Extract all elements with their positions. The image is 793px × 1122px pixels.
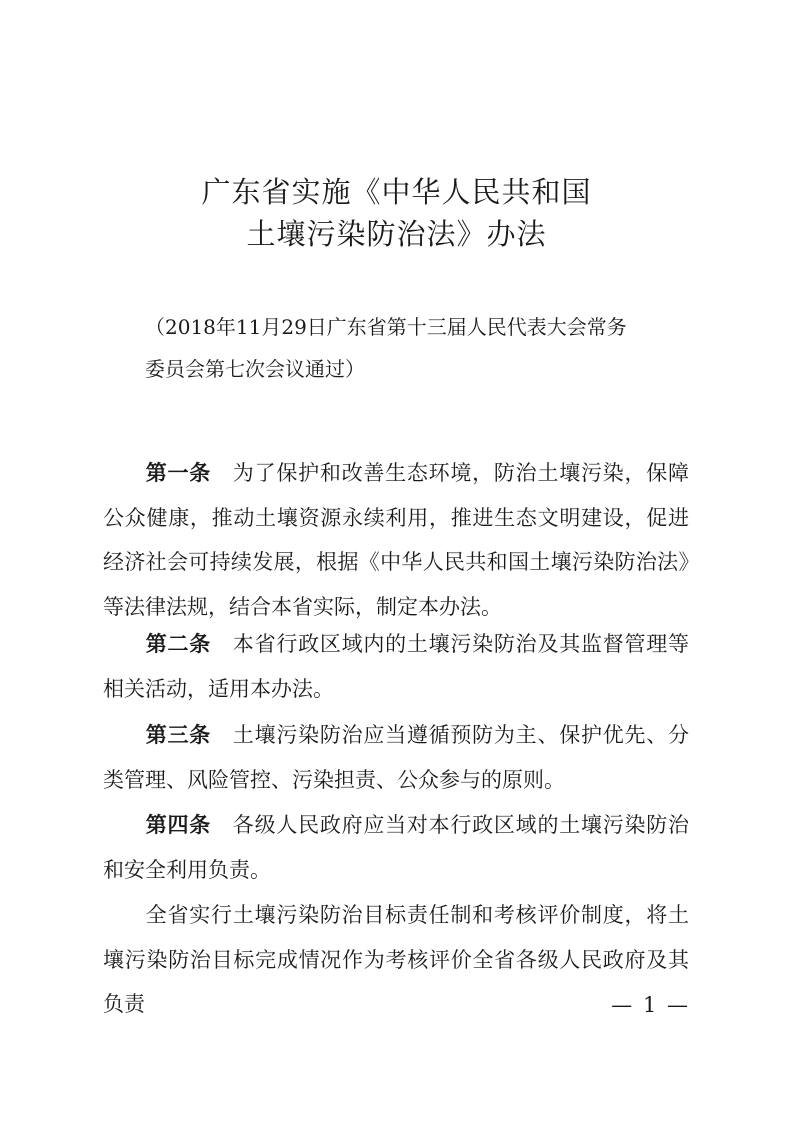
adoption-note-line-1: （2018年11月29日广东省第十三届人民代表大会常务 <box>145 315 627 339</box>
article-3-text: 土壤污染防治应当遵循预防为主、保护优先、分类管理、风险管控、污染担责、公众参与的原则。 <box>103 723 690 792</box>
article-4-text: 各级人民政府应当对本行政区域的土壤污染防治和安全利用负责。 <box>103 813 690 882</box>
page-number: — 1 — <box>611 993 690 1017</box>
article-4-label: 第四条 <box>145 813 212 837</box>
document-title-line-2: 土壤污染防治法》办法 <box>246 217 547 251</box>
document-title-line-1: 广东省实施《中华人民共和国 <box>201 175 592 209</box>
article-2 <box>103 622 689 711</box>
article-3-label: 第三条 <box>145 723 212 747</box>
article-2-text: 本省行政区域内的土壤污染防治及其监督管理等相关活动，适用本办法。 <box>103 632 690 701</box>
article-3 <box>103 713 689 802</box>
article-2-label: 第二条 <box>145 632 212 656</box>
article-1-label: 第一条 <box>145 461 212 485</box>
article-4-continuation <box>103 893 689 1027</box>
article-1 <box>103 451 689 629</box>
article-1-text: 为了保护和改善生态环境，防治土壤污染，保障公众健康，推动土壤资源永续利用，推进生态文明建设，促进经济社会可持续发展，根据《中华人民共和国土壤污染防治法》等法律法规，结合本省实际，制定本办法。 <box>103 461 690 619</box>
article-4-continuation-text: 全省实行土壤污染防治目标责任制和考核评价制度，将土壤污染防治目标完成情况作为考核评价全省各级人民政府及其负责 <box>103 903 689 1016</box>
article-4 <box>103 803 689 892</box>
adoption-note-line-2: 委员会第七次会议通过） <box>145 357 365 381</box>
